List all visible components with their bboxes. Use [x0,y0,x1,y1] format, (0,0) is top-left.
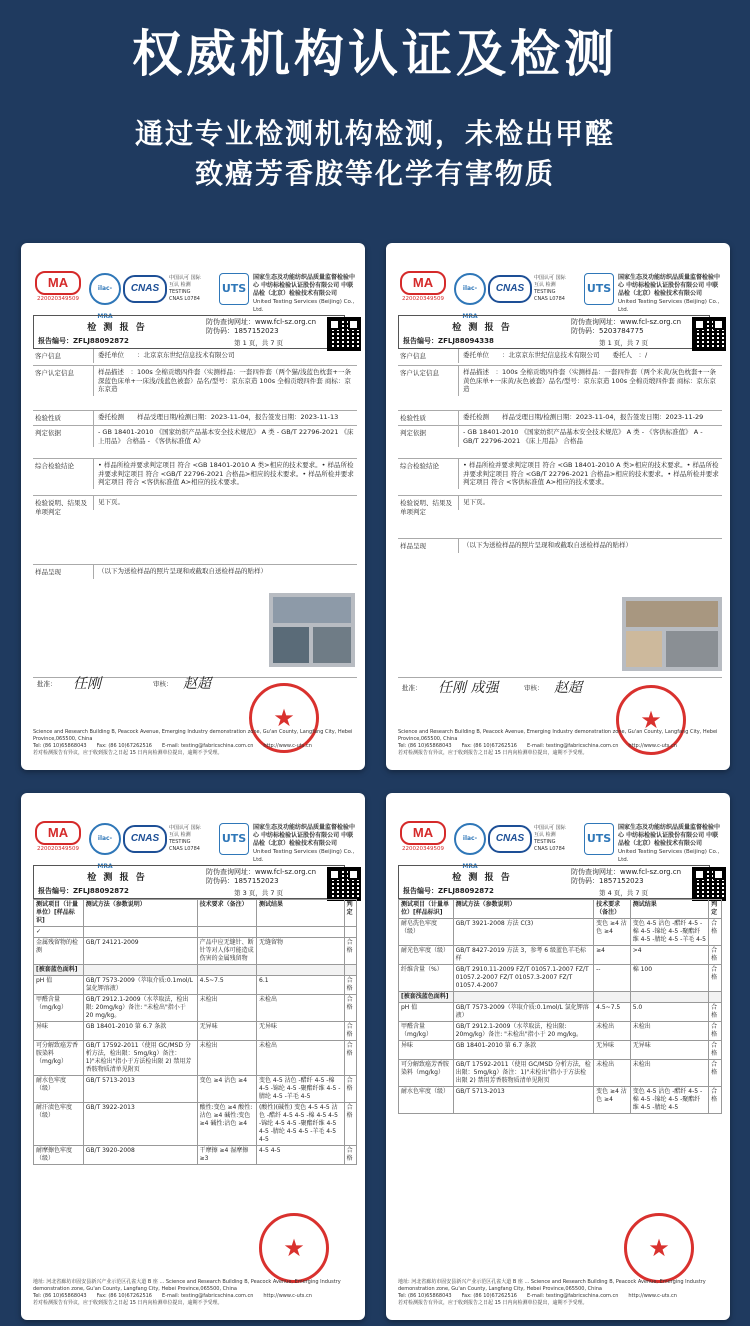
report-header [398,315,710,349]
company-name: 国家生态及功能纺织品质量监督检验中心 中纺标检验认证股份有限公司 中联品检（北京）检验技术有限公司 United Testing Services (Beijing) Co., Ltd. [618,274,721,313]
table-cell: 变色 4-5 沾色 -醋纤 4-5 -棉 4-5 -锦纶 4-5 -聚酯纤维 4-5 -腈纶 4-5 [630,1087,708,1114]
table-cell: pH 值 [399,1003,454,1022]
table-cell: 无异味 [594,1041,631,1060]
table-cell: 无异味 [197,1022,256,1041]
table-cell: 合格 [344,1146,356,1165]
uts-logo: UTS [584,273,614,305]
anti-fake-info: 防伪查询网址：www.fcl-sz.org.cn 防伪码：1857152023 [571,868,682,885]
table-cell: 合格 [709,1022,722,1041]
report-title: 检 测 报 告 [87,873,147,883]
cnas-logo: CNAS [488,275,532,303]
table-cell: [被套浅蓝色面料] [399,992,454,1003]
table-cell: 合格 [344,976,356,995]
table-cell [709,992,722,1003]
table-cell: >4 [630,946,708,965]
uts-logo: UTS [219,273,249,305]
results-table [398,899,722,1114]
report-title: 检 测 报 告 [87,323,147,333]
sample-photo [622,597,722,671]
table-cell [257,927,345,938]
table-cell [257,965,345,976]
report-row: 客户信息 委托单位 ：北京京东世纪信息技术有限公司 委托人 ：/ [398,349,722,366]
report-row: 检验说明、结果及单项判定 见下页。 [33,496,357,565]
table-header-row [34,900,357,927]
report-header [33,865,345,899]
qr-code-icon [327,867,361,901]
report-card-4 [386,793,730,1320]
cnas-number: 中国认可 国际互认 检测 TESTING CNAS L0784 [534,825,566,852]
table-cell: 合格 [709,946,722,965]
results-table [33,899,357,1165]
table-row [34,976,357,995]
logo-row [33,271,356,320]
table-cell: GB/T 17592-2011（使用 GC/MSD 分析方法，检出限：5mg/kg）备注：1)"未检出"指小于方法检出限 2) 禁用芳香胺物质清单见附页 [453,1060,594,1087]
table-cell [630,992,708,1003]
table-row [34,995,357,1022]
table-cell [83,965,197,976]
table-cell: GB/T 24121-2009 [83,938,197,965]
table-cell: 耐光色牢度（级） [399,946,454,965]
table-cell: 可分解致癌芳香胺染料（mg/kg） [34,1041,84,1076]
report-footer: 地址: 河北省廊坊市固安县新兴产业示范区孔雀大道 B 座 ... Science and Research Building B, Peacock Avenue, Emerging Industry demonstration zone, Gu'an County, Langfang City, Hebei Province,065500, China Tel: (86 10)65868043 Fax: (86 10)67262516 E-mail: testing@fabricschina.com.cn http://www.c-uts.cn 若对检测报告有异议，应于收到报告之日起 15 日内向检测单位提出，逾期不予受理。 [398,1279,706,1306]
inspection-stamp: ★ [616,685,686,755]
report-row: 客户信息 委托单位 ：北京京东世纪信息技术有限公司 [33,349,357,366]
table-cell: GB/T 7573-2009（萃取介质:0.1mol/L 氯化钾溶液） [83,976,197,995]
table-cell [344,927,356,938]
report-title: 检 测 报 告 [452,873,512,883]
sample-photo [269,593,355,667]
table-cell: 合格 [709,1087,722,1114]
report-title: 检 测 报 告 [452,323,512,333]
table-cell: 异味 [399,1041,454,1060]
table-cell: 合格 [344,1022,356,1041]
logo-row [398,271,721,320]
table-cell: 棉 100 [630,965,708,992]
table-cell: GB/T 17592-2011（使用 GC/MSD 分析方法，检出限：5mg/kg）备注：1)"未检出"指小于方法检出限 2) 禁用芳香胺物质清单见附页 [83,1041,197,1076]
table-cell: [被套蓝色面料] [34,965,84,976]
report-row: 综合检验结论 • 样品所检并要求判定项目 符合 <GB 18401-2010 A 类>相应的技术要求。• 样品所检并要求判定项目 符合 <GB/T 22796-2021 合格品>相应的技术要求。• 样品所检并要求判定项目 符合 <客供标准值 A>相应的技术要求。 [398,459,722,496]
table-row [34,938,357,965]
table-cell: GB 18401-2010 第 6.7 条款 [453,1041,594,1060]
table-cell [453,992,594,1003]
table-cell: 耐水色牢度（级） [34,1076,84,1103]
table-cell: 可分解致癌芳香胺染料（mg/kg） [399,1060,454,1087]
table-cell [197,927,256,938]
cma-logo: MA 220020349509 [400,271,446,305]
cnas-number: 中国认可 国际互认 检测 TESTING CNAS L0784 [534,275,566,302]
table-cell: 合格 [344,1041,356,1076]
table-header-cell: 技术要求（备注） [594,900,631,919]
report-row: 客户认定信息 样品描述 ：100s 全棉贡缎四件套（实测样品：一套四件套（两个米黄/灰色枕套+一条黄色床单+一床黄/灰色被套）品名/型号：京东京造 100s 全棉贡缎四件套 商标：京东京造 [398,366,722,411]
company-name: 国家生态及功能纺织品质量监督检验中心 中纺标检验认证股份有限公司 中联品检（北京）检验技术有限公司 United Testing Services (Beijing) Co., Ltd. [618,824,721,863]
table-cell: 异味 [34,1022,84,1041]
approver-signature: 任刚 成强 [438,680,499,696]
table-cell: GB/T 5713-2013 [83,1076,197,1103]
table-cell: 合格 [344,1103,356,1146]
table-cell: 耐摩擦色牢度（级） [34,1146,84,1165]
company-name: 国家生态及功能纺织品质量监督检验中心 中纺标检验认证股份有限公司 中联品检（北京）检验技术有限公司 United Testing Services (Beijing) Co., Ltd. [253,274,356,313]
table-cell: GB/T 2912.1-2009（水萃取法，检出限: 20mg/kg）备注: "未检出"指小于 20 mg/kg。 [453,1022,594,1041]
table-cell: 未检出 [594,1060,631,1087]
page-number: 第 4 页，共 7 页 [599,889,649,897]
table-cell [197,965,256,976]
report-card-2: MA 220020349509 ilac-MRA CNAS 中国认可 国际互认 检测 TESTING CNAS L0784 UTS 国家生态及功能纺织品质量监督检验中心 中纺标检验认证股份有限公司 中联品检（北京）检验技术有限公司 United Testing Services (Beijing) Co., Ltd. 检 测 报 告 报告编号：ZFLJ88094338 防伪查询网址：www.fcl-sz.org.cn 防伪码：5203784775 第 1 页，共 7 页 客户信息 委托单位 ：北京京东世纪信息技术有限公司 委托人 ：/ 客户认定信息 样品描述 ：100s 全棉贡缎四件套（实测样品：一套四件套（两个米黄/灰色枕套+一条黄色床单+一床黄/灰色被套）品名/型号：京东京造 100s 全棉贡缎四件套 商标：京东京造 检验性质 委托检测 样品受理日期/检测日期：2023-11-04，报告签发日期：2023-11-29 判定依据 - GB 18401-2010 《国家纺织产品基本安全技术规范》 A 类 - 《客供标准值》 A - GB/T 22796-2021 《床上用品》 合格品 综合检验结论 • 样品所检并要求判定项目 符合 <GB 18401-2010 A 类>相应的技术要求。• 样品所检并要求判定项目 符合 <GB/T 22796-2021 合格品>相应的技术要求。• 样品所检并要求判定项目 符合 <客供标准值 A>相应的技术要求。 检验说明、结果及单项判定 见下页。 样品呈现 （以下为送检样品的照片呈现和或截取自送检样品的贴样） 批准： 任刚 成强 审核： 赵超 ★ Science and Research Building B, Peacock Avenue, Emerging Industry demonstration zone, Gu'an County, Langfang City, Hebei Province,065500, China Tel: (86 10)65868043 Fax: (86 10)67262516 E-mail: testing@fabricschina.com.cn http://www.c-uts.cn 若对检测报告有异议，应于收到报告之日起 15 日内向检测单位提出，逾期不予受理。 [386,243,730,770]
report-number: 报告编号：ZFLJ88092872 [38,887,129,895]
table-header-cell: 测试方法（参数说明） [83,900,197,927]
inspection-stamp: ★ [249,683,319,753]
table-header-cell: 测试项目（计量单位）[样品标识] [399,900,454,919]
ilac-logo: ilac-MRA [454,273,486,305]
anti-fake-info: 防伪查询网址：www.fcl-sz.org.cn 防伪码：1857152023 [206,868,317,885]
table-cell: 4.5~7.5 [197,976,256,995]
report-footer: 地址: 河北省廊坊市固安县新兴产业示范区孔雀大道 B 座 ... Science and Research Building B, Peacock Avenue, Emerging Industry demonstration zone, Gu'an County, Langfang City, Hebei Province,065500, China Tel: (86 10)65868043 Fax: (86 10)67262516 E-mail: testing@fabricschina.com.cn http://www.c-uts.cn 若对检测报告有异议，应于收到报告之日起 15 日内向检测单位提出，逾期不予受理。 [33,1279,341,1306]
table-cell: 耐汗渍色牢度（级） [34,1103,84,1146]
report-number: 报告编号：ZFLJ88092872 [38,337,129,345]
page-number: 第 3 页，共 7 页 [234,889,284,897]
report-footer: Science and Research Building B, Peacock Avenue, Emerging Industry demonstration zone, Gu'an County, Langfang City, Hebei Province,065500, China Tel: (86 10)65868043 Fax: (86 10)67262516 E-mail: testing@fabricschina.com.cn http://www.c-uts.cn 若对检测报告有异议，应于收到报告之日起 15 日内向检测单位提出，逾期不予受理。 [398,729,718,756]
table-row [399,992,722,1003]
table-cell: 无异味 [257,1022,345,1041]
cnas-logo: CNAS [488,825,532,853]
table-cell: 耐皂洗色牢度（级） [399,919,454,946]
table-header-cell: 测试结果 [257,900,345,927]
table-cell: 合格 [709,919,722,946]
table-row [34,1103,357,1146]
table-row [399,1003,722,1022]
table-cell: GB/T 2910.11-2009 FZ/T 01057.1-2007 FZ/T 01057.2-2007 FZ/T 01057.3-2007 FZ/T 01057.4-2007 [453,965,594,992]
company-name: 国家生态及功能纺织品质量监督检验中心 中纺标检验认证股份有限公司 中联品检（北京）检验技术有限公司 United Testing Services (Beijing) Co., Ltd. [253,824,356,863]
table-row [399,1022,722,1041]
table-cell: GB/T 8427-2019 方法 3，参考 6 级蓝色羊毛标样 [453,946,594,965]
qr-code-icon [692,317,726,351]
table-header-cell: 判定 [344,900,356,927]
report-row: 检验性质 委托检测 样品受理日期/检测日期：2023-11-04，报告签发日期：2023-11-13 [33,411,357,426]
page-headline: 权威机构认证及检测 [132,25,618,83]
table-cell [594,992,631,1003]
table-cell: GB/T 5713-2013 [453,1087,594,1114]
report-row: 检验性质 委托检测 样品受理日期/检测日期：2023-11-04，报告签发日期：2023-11-29 [398,411,722,426]
qr-code-icon [692,867,726,901]
table-header-cell: 测试结果 [630,900,708,919]
table-cell: 变色 ≥4 沾色 ≥4 [197,1076,256,1103]
table-cell: 干摩擦 ≥4 湿摩擦 ≥3 [197,1146,256,1165]
table-cell: 未检出 [257,1041,345,1076]
cma-logo: MA 220020349509 [35,271,81,305]
table-cell: 变色 4-5 沾色 -醋纤 4-5 -棉 4-5 -锦纶 4-5 -聚酯纤维 4-5 -腈纶 4-5 -羊毛 4-5 [257,1076,345,1103]
table-row [399,946,722,965]
ilac-logo: ilac-MRA [454,823,486,855]
cnas-number: 中国认可 国际互认 检测 TESTING CNAS L0784 [169,825,201,852]
table-cell: 变色 ≥4 沾色 ≥4 [594,1087,631,1114]
table-row [34,1146,357,1165]
ilac-logo: ilac-MRA [89,823,121,855]
table-header-row [399,900,722,919]
table-cell: -- [594,965,631,992]
cma-logo: MA 220020349509 [35,821,81,855]
table-cell: 4-5 4-5 [257,1146,345,1165]
report-row: 判定依据 - GB 18401-2010 《国家纺织产品基本安全技术规范》 A 类 - 《客供标准值》 A - GB/T 22796-2021 《床上用品》 合格品 [398,426,722,459]
page-number: 第 1 页，共 7 页 [234,339,284,347]
table-cell: 未检出 [197,1041,256,1076]
table-cell: 耐水色牢度（级） [399,1087,454,1114]
table-cell: 未检出 [594,1022,631,1041]
table-cell: GB/T 3920-2008 [83,1146,197,1165]
table-cell: GB/T 3921-2008 方法 C(3) [453,919,594,946]
report-header [398,865,710,899]
approver-signature: 任刚 [73,676,101,692]
report-row: 判定依据 - GB 18401-2010 《国家纺织产品基本安全技术规范》 A 类 - GB/T 22796-2021 《床上用品》 合格品 - 《客供标准值 A》 [33,426,357,459]
page-subline-2: 致癌芳香胺等化学有害物质 [194,157,555,190]
table-cell: 合格 [709,965,722,992]
report-header [33,315,345,349]
table-cell: 合格 [709,1060,722,1087]
table-cell: 未检出 [630,1060,708,1087]
table-row [399,1060,722,1087]
table-cell: 合格 [344,938,356,965]
table-row [399,1087,722,1114]
table-header-cell: 技术要求（备注） [197,900,256,927]
logo-row [33,821,356,870]
table-cell: 甲醛含量（mg/kg） [34,995,84,1022]
table-cell: 未检出 [197,995,256,1022]
table-cell: GB 18401-2010 第 6.7 条款 [83,1022,197,1041]
table-cell: 合格 [344,995,356,1022]
report-row: 综合检验结论 • 样品所检并要求判定项目 符合 <GB 18401-2010 A 类>相应的技术要求。• 样品所检并要求判定项目 符合 <GB/T 22796-2021 合格品>相应的技术要求。• 样品所检并要求判定项目 符合 <客供标准值 A>相应的技术要求。 [33,459,357,496]
table-cell: pH 值 [34,976,84,995]
table-row [34,1022,357,1041]
table-row [34,1076,357,1103]
cnas-logo: CNAS [123,275,167,303]
table-cell: 产品中应无缝针、断针等对人体可能造成伤害的金属残留物 [197,938,256,965]
inspection-stamp: ★ [259,1213,329,1283]
anti-fake-info: 防伪查询网址：www.fcl-sz.org.cn 防伪码：1857152023 [206,318,317,335]
report-number: 报告编号：ZFLJ88094338 [403,337,494,345]
ilac-logo: ilac-MRA [89,273,121,305]
table-cell: 4.5~7.5 [594,1003,631,1022]
table-header-cell: 测试方法（参数说明） [453,900,594,919]
page-subline-1: 通过专业检测机构检测，未检出甲醛 [134,117,615,150]
table-row [34,1041,357,1076]
table-cell: 6.1 [257,976,345,995]
cma-logo: MA 220020349509 [400,821,446,855]
table-cell: ✓ [34,927,84,938]
table-header-cell: 判定 [709,900,722,919]
anti-fake-info: 防伪查询网址：www.fcl-sz.org.cn 防伪码：5203784775 [571,318,682,335]
report-footer: Science and Research Building B, Peacock Avenue, Emerging Industry demonstration zone, Gu'an County, Langfang City, Hebei Province,065500, China Tel: (86 10)65868043 Fax: (86 10)67262516 E-mail: testing@fabricschina.com.cn http://www.c-uts.cn 若对检测报告有异议，应于收到报告之日起 15 日内向检测单位提出，逾期不予受理。 [33,729,353,756]
reviewer-signature: 赵超 [183,676,211,692]
table-row [399,919,722,946]
report-card-3 [21,793,365,1320]
table-cell: 无缝留物 [257,938,345,965]
table-cell [344,965,356,976]
logo-row [398,821,721,870]
table-row [34,927,357,938]
uts-logo: UTS [584,823,614,855]
table-cell: 酸性:变色 ≥4 酸性:沾色 ≥4 碱性:变色 ≥4 碱性:沾色 ≥4 [197,1103,256,1146]
qr-code-icon [327,317,361,351]
table-cell: GB/T 2912.1-2009（水萃取法，检出限: 20mg/kg）备注: "未检出"指小于 20 mg/kg。 [83,995,197,1022]
table-cell: 合格 [344,1076,356,1103]
table-cell: 变色 ≥4 沾色 ≥4 [594,919,631,946]
table-cell: GB/T 7573-2009（萃取介质:0.1mol/L 氯化钾溶液） [453,1003,594,1022]
table-cell: 未检出 [257,995,345,1022]
report-card-1: MA 220020349509 ilac-MRA CNAS 中国认可 国际互认 检测 TESTING CNAS L0784 UTS 国家生态及功能纺织品质量监督检验中心 中纺标检验认证股份有限公司 中联品检（北京）检验技术有限公司 United Testing Services (Beijing) Co., Ltd. 检 测 报 告 报告编号：ZFLJ88092872 防伪查询网址：www.fcl-sz.org.cn 防伪码：1857152023 第 1 页，共 7 页 客户信息 委托单位 ：北京京东世纪信息技术有限公司 客户认定信息 样品描述 ：100s 全棉贡缎四件套（实测样品：一套四件套（两个猫/浅蓝色枕套+一条深蓝色床单+一床浅/浅蓝色被套）品名/型号：京东京造 100s 全棉贡缎四件套 商标：京东京造 检验性质 委托检测 样品受理日期/检测日期：2023-11-04，报告签发日期：2023-11-13 判定依据 - GB 18401-2010 《国家纺织产品基本安全技术规范》 A 类 - GB/T 22796-2021 《床上用品》 合格品 - 《客供标准值 A》 综合检验结论 • 样品所检并要求判定项目 符合 <GB 18401-2010 A 类>相应的技术要求。• 样品所检并要求判定项目 符合 <GB/T 22796-2021 合格品>相应的技术要求。• 样品所检并要求判定项目 符合 <客供标准值 A>相应的技术要求。 检验说明、结果及单项判定 见下页。 样品呈现 （以下为送检样品的照片呈现和或截取自送检样品的贴样） 批准： 任刚 审核： 赵超 ★ Science and Research Building B, Peacock Avenue, Emerging Industry demonstration zone, Gu'an County, Langfang City, Hebei Province,065500, China Tel: (86 10)65868043 Fax: (86 10)67262516 E-mail: testing@fabricschina.com.cn http://www.c-uts.cn 若对检测报告有异议，应于收到报告之日起 15 日内向检测单位提出，逾期不予受理。 [21,243,365,770]
table-row [399,965,722,992]
page-number: 第 1 页，共 7 页 [599,339,649,347]
report-row: 样品呈现 （以下为送检样品的照片呈现和或截取自送检样品的贴样） [398,539,722,678]
table-cell: 变色 4-5 沾色 -醋纤 4-5 -棉 4-5 -锦纶 4-5 -聚酯纤维 4-5 -腈纶 4-5 -羊毛 4-5 [630,919,708,946]
table-cell: 合格 [709,1041,722,1060]
report-row: 样品呈现 （以下为送检样品的照片呈现和或截取自送检样品的贴样） [33,565,357,678]
table-cell: 未检出 [630,1022,708,1041]
table-cell: 无异味 [630,1041,708,1060]
report-row: 客户认定信息 样品描述 ：100s 全棉贡缎四件套（实测样品：一套四件套（两个猫/浅蓝色枕套+一条深蓝色床单+一床浅/浅蓝色被套）品名/型号：京东京造 100s 全棉贡缎四件套 商标：京东京造 [33,366,357,411]
table-cell: 5.0 [630,1003,708,1022]
cnas-logo: CNAS [123,825,167,853]
table-row [34,965,357,976]
table-cell: 纤维含量（%） [399,965,454,992]
table-cell: GB/T 3922-2013 [83,1103,197,1146]
table-cell: 甲醛含量（mg/kg） [399,1022,454,1041]
table-header-cell: 测试项目（计量单位）[样品标识] [34,900,84,927]
table-row [399,1041,722,1060]
table-cell: 金属残留物的检测 [34,938,84,965]
uts-logo: UTS [219,823,249,855]
table-cell: 合格 [709,1003,722,1022]
table-cell [83,927,197,938]
table-cell: (酸性)(碱性) 变色 4-5 4-5 沾色 -醋纤 4-5 4-5 -棉 4-5 4-5 -锦纶 4-5 4-5 -聚酯纤维 4-5 4-5 -腈纶 4-5 4-5 -羊毛 4-5 4-5 [257,1103,345,1146]
reviewer-signature: 赵超 [554,680,582,696]
report-number: 报告编号：ZFLJ88092872 [403,887,494,895]
cnas-number: 中国认可 国际互认 检测 TESTING CNAS L0784 [169,275,201,302]
inspection-stamp: ★ [624,1213,694,1283]
table-cell: ≥4 [594,946,631,965]
report-row: 检验说明、结果及单项判定 见下页。 [398,496,722,539]
